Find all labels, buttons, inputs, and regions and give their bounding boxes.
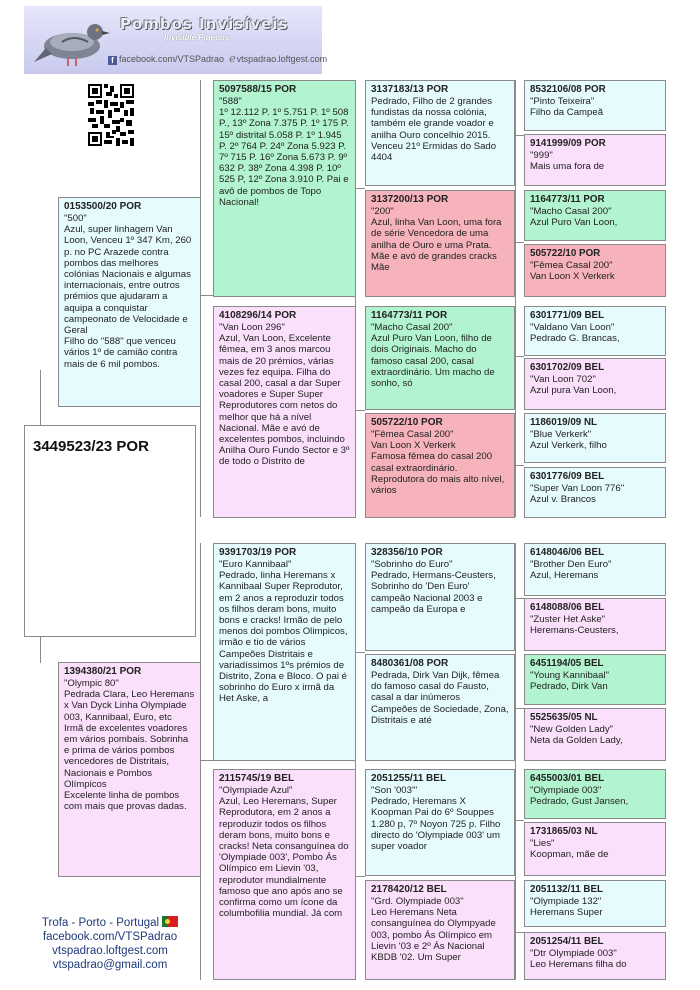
- pedigree-card-gen4[interactable]: [524, 413, 666, 463]
- pigeon-description: "Son '003'" Pedrado, Heremans X Koopman Pai do 6º Souppes 1.280 p, 7º Noyon 725 p. Filho directo do 'Olympiade 003' um super voador: [371, 785, 501, 853]
- pedigree-card-gen3[interactable]: [365, 80, 515, 186]
- pigeon-description: "Fêmea Casal 200" Van Loon X Verkerk Famosa fêmea do casal 200 casal extraordinário. Reprodutora do mais alto nível, vários: [371, 429, 505, 497]
- ring-number: 8532106/08 POR: [530, 84, 606, 95]
- connector-line: [355, 410, 365, 411]
- connector-line: [40, 370, 41, 426]
- pedigree-card-gen4[interactable]: [524, 358, 666, 410]
- pigeon-description: "Sobrinho do Euro" Pedrado, Hermans-Ceusters, Sobrinho do 'Den Euro' campeão Nacional 2003 e campeão da Europa e: [371, 559, 496, 615]
- pedigree-card-gen4[interactable]: [524, 134, 666, 186]
- banner-facebook-link[interactable]: facebook.com/VTSPadrao: [119, 54, 225, 64]
- pedigree-card-gen4[interactable]: [524, 190, 666, 241]
- website-icon: ℯ: [229, 53, 236, 65]
- pedigree-card-dam[interactable]: [58, 662, 201, 877]
- pedigree-card-gen4[interactable]: [524, 769, 666, 819]
- ring-number: 1164773/11 POR: [530, 194, 605, 205]
- pigeon-description: "Olympic 80" Pedrada Clara, Leo Heremans x Van Dyck Linha Olympiade 003, Kannibaal, Euro, etc Irmã de excelentes voadores em vários pombais. Sobrinha e prima de vários pombos vencedores de Distritais, Nacionais e Pombos Olímpicos Excelente linha de pombos com mais que provas dadas.: [64, 678, 195, 813]
- pigeon-description: Pedrada, Dirk Van Dijk, fêmea do famoso casal do Fausto, casal a dar inúmeros Campeões de Sociedade, Zona, Distritais e até: [371, 670, 509, 726]
- connector-line: [515, 465, 524, 466]
- ring-number: 2051254/11 BEL: [530, 936, 604, 947]
- connector-line: [200, 295, 213, 296]
- pigeon-description: Pedrado, Filho de 2 grandes fundistas da nossa colónia, também ele grande voador e anilha Ouro concelhio 2015. Venceu 21º Ermidas do Sado 4404: [371, 96, 497, 164]
- pedigree-card-gen2[interactable]: [213, 306, 356, 518]
- ring-number: 8480361/08 POR: [371, 658, 449, 669]
- ring-number: 505722/10 POR: [371, 417, 443, 428]
- pigeon-description: "Olympiade Azul" Azul, Leo Heremans, Super Reprodutora, em 2 anos a reproduzir todos os filhos deram bons, muito bons e cracks! Neta consanguínea do 'Olympiade 003', Pombo Ás Olímpico em Lievin '03, reprodutor mundialmente famoso que ano após ano se confirma como um ícone da columbofilia mundial. Já com: [219, 785, 349, 920]
- pedigree-card-gen2[interactable]: [213, 769, 356, 980]
- header-banner: [24, 6, 328, 74]
- pedigree-card-gen4[interactable]: [524, 932, 666, 980]
- pigeon-description: "999" Mais uma fora de: [530, 150, 605, 173]
- pigeon-description: "Brother Den Euro" Azul, Heremans: [530, 559, 612, 582]
- ring-number: 5525635/05 NL: [530, 712, 598, 723]
- pigeon-description: "Olympiade 132" Heremans Super: [530, 896, 603, 919]
- connector-line: [200, 760, 213, 761]
- facebook-icon: f: [108, 56, 117, 65]
- ring-number: 5097588/15 POR: [219, 84, 297, 95]
- portugal-flag-icon: [162, 916, 178, 927]
- banner-subtitle: Invisible Pigeons: [164, 33, 230, 42]
- connector-line: [515, 242, 524, 243]
- ring-number: 1186019/09 NL: [530, 417, 597, 428]
- pigeon-description: "Lies" Koopman, mãe de: [530, 838, 609, 861]
- pigeon-description: "Van Loon 702" Azul pura Van Loon,: [530, 374, 617, 397]
- connector-line: [355, 652, 365, 653]
- ring-number: 2051255/11 BEL: [371, 773, 447, 784]
- pigeon-description: "Olympiade 003" Pedrado, Gust Jansen,: [530, 785, 629, 808]
- connector-line: [355, 876, 365, 877]
- connector-line: [515, 708, 524, 709]
- pedigree-card-gen4[interactable]: [524, 467, 666, 518]
- pedigree-card-gen4[interactable]: [524, 880, 666, 927]
- connector-line: [515, 135, 524, 136]
- ring-number: 2178420/12 BEL: [371, 884, 447, 895]
- pedigree-card-sire[interactable]: [58, 197, 201, 407]
- ring-number: 3137200/13 POR: [371, 194, 449, 205]
- pigeon-description: "Young Kannibaal" Pedrado, Dirk Van: [530, 670, 610, 693]
- ring-number: 6148088/06 BEL: [530, 602, 605, 613]
- ring-number: 6301702/09 BEL: [530, 362, 605, 373]
- ring-number: 9141999/09 POR: [530, 138, 606, 149]
- pedigree-card-gen3[interactable]: [365, 543, 515, 651]
- pigeon-description: "200" Azul, linha Van Loon, uma fora de série Vencedora de uma anilha de Ouro e uma Prata. Mãe e avó de grandes cracks Mãe: [371, 206, 502, 274]
- pedigree-card-gen2[interactable]: [213, 80, 356, 297]
- pigeon-description: "500" Azul, super linhagem Van Loon, Venceu 1º 347 Km, 260 p. no PC Arazede contra pombos das melhores colónias Nacionais e algumas internacionais, entre outros prémios que ajudaram a aquipa a conquistar campeonato de Velocidade e Geral Filho do "588" que venceu vários 1º de camião contra mais de 6 mil pombos.: [64, 213, 192, 370]
- connector-line: [40, 636, 41, 663]
- pigeon-description: "Pinto Teixeira" Filho da Campeã: [530, 96, 604, 119]
- pedigree-card-gen3[interactable]: [365, 413, 515, 518]
- pigeon-description: "Van Loon 296" Azul, Van Loon, Excelente fêmea, em 3 anos marcou mais de 20 prémios, várias vezes fez equipa. Filha do casal 200, casal a dar Super voadores e Super Super Reprodutores com netos do melhor que há a nível Nacional. Mãe e avó de excelentes pombos, incluindo Anilha Ouro Fundo Sector e 3º de todo o Distrito de: [219, 322, 350, 468]
- pigeon-description: "588" 1º 12.112 P. 1º 5.751 P. 1º 508 P., 13º Zona 7.375 P. 1º 175 P. 15º distrital 5.058 P. 1º 1.945 P. 2º 764 P. 24º Zona 5.923 P. 7º 715 P. 16º Zona 5.673 P. 9º 632 P. 38º Zona 4.398 P. 10º 525 P, 12º Zona 3.910 P. Pai e avô de pombos de Topo Nacional!: [219, 96, 349, 208]
- ring-number: 1164773/11 POR: [371, 310, 448, 321]
- pigeon-description: "Valdano Van Loon" Pedrado G. Brancas,: [530, 322, 620, 345]
- ring-number: 2115745/19 BEL: [219, 773, 295, 784]
- pigeon-description: "Dtr Olympiade 003" Leo Heremans filha do: [530, 948, 627, 971]
- ring-number: 6148046/06 BEL: [530, 547, 605, 558]
- ring-number: 505722/10 POR: [530, 248, 601, 259]
- qr-code-icon: [88, 84, 134, 146]
- subject-ring-number: 3449523/23 POR: [33, 438, 149, 455]
- ring-number: 1394380/21 POR: [64, 666, 142, 677]
- ring-number: 328356/10 POR: [371, 547, 443, 558]
- pedigree-card-gen4[interactable]: [524, 80, 666, 131]
- connector-line: [515, 543, 516, 980]
- pigeon-description: "Zuster Het Aske" Heremans-Ceusters,: [530, 614, 619, 637]
- pedigree-card-gen4[interactable]: [524, 822, 666, 876]
- connector-line: [515, 598, 524, 599]
- pigeon-logo-icon: [32, 12, 112, 70]
- ring-number: 4108296/14 POR: [219, 310, 297, 321]
- footer-email-link[interactable]: vtspadrao@gmail.com: [52, 959, 168, 971]
- pigeon-description: "Euro Kannibaal" Pedrado, linha Heremans x Kannibaal Super Reprodutor, em 2 anos a reproduzir todos os filhos deram bons, muito bons e cracks! Irmão de pelo menos doi pombos Olimpicos, irmão e tio de vários Campeões Distritais e variadíssimos 1ºs prémios de Distrito, Zona e Bloco. O pai é sobrinho do Euro x irmã da Het Aske, a: [219, 559, 348, 705]
- pedigree-card-gen3[interactable]: [365, 769, 515, 876]
- subject-card[interactable]: [24, 425, 196, 637]
- banner-website-link[interactable]: vtspadrao.loftgest.com: [236, 54, 328, 64]
- banner-title: Pombos Invisíveis: [120, 15, 289, 33]
- footer-website-link[interactable]: vtspadrao.loftgest.com: [52, 945, 168, 957]
- ring-number: 6301771/09 BEL: [530, 310, 605, 321]
- pedigree-card-gen4[interactable]: [524, 598, 666, 651]
- ring-number: 1731865/03 NL: [530, 826, 598, 837]
- footer-location: Trofa - Porto - Portugal: [41, 917, 160, 929]
- pigeon-description: "Fêmea Casal 200" Van Loon X Verkerk: [530, 260, 615, 283]
- contact-footer: [24, 916, 196, 972]
- pigeon-description: "Blue Verkerk" Azul Verkerk, filho: [530, 429, 607, 452]
- pedigree-card-gen3[interactable]: [365, 654, 515, 761]
- connector-line: [515, 932, 524, 933]
- pedigree-card-gen4[interactable]: [524, 543, 666, 596]
- connector-line: [515, 80, 516, 517]
- banner-links: [108, 52, 327, 65]
- pedigree-card-gen4[interactable]: [524, 244, 666, 297]
- ring-number: 6455003/01 BEL: [530, 773, 605, 784]
- pigeon-description: "Macho Casal 200" Azul Puro Van Loon,: [530, 206, 618, 229]
- pedigree-card-gen4[interactable]: [524, 708, 666, 761]
- ring-number: 3137183/13 POR: [371, 84, 449, 95]
- ring-number: 6301776/09 BEL: [530, 471, 605, 482]
- pedigree-card-gen4[interactable]: [524, 654, 666, 705]
- connector-line: [355, 188, 365, 189]
- footer-facebook-link[interactable]: facebook.com/VTSPadrao: [42, 931, 178, 943]
- ring-number: 0153500/20 POR: [64, 201, 142, 212]
- ring-number: 9391703/19 POR: [219, 547, 297, 558]
- pedigree-card-gen3[interactable]: [365, 190, 515, 297]
- pedigree-card-gen2[interactable]: [213, 543, 356, 761]
- footer-location-row: [24, 916, 196, 930]
- pedigree-card-gen3[interactable]: [365, 306, 515, 410]
- pedigree-card-gen4[interactable]: [524, 306, 666, 356]
- pigeon-description: "New Golden Lady" Neta da Golden Lady,: [530, 724, 623, 747]
- pigeon-description: "Macho Casal 200" Azul Puro Van Loon, filho de dois Originais. Macho do famoso casal 200, casal extraordinário. Um macho de sonho, só: [371, 322, 495, 390]
- connector-line: [515, 820, 524, 821]
- ring-number: 2051132/11 BEL: [530, 884, 603, 895]
- ring-number: 6451194/05 BEL: [530, 658, 604, 669]
- pigeon-description: "Grd. Olympiade 003" Leo Heremans Neta consanguínea do Olympyade 003, pombo Ás Olímpico em Lievin '03 e 2º Ás Nacional KBDB '02. Um Super: [371, 896, 496, 964]
- connector-line: [515, 356, 524, 357]
- pigeon-description: "Super Van Loon 776" Azul v. Brancos: [530, 483, 625, 506]
- pedigree-card-gen3[interactable]: [365, 880, 515, 980]
